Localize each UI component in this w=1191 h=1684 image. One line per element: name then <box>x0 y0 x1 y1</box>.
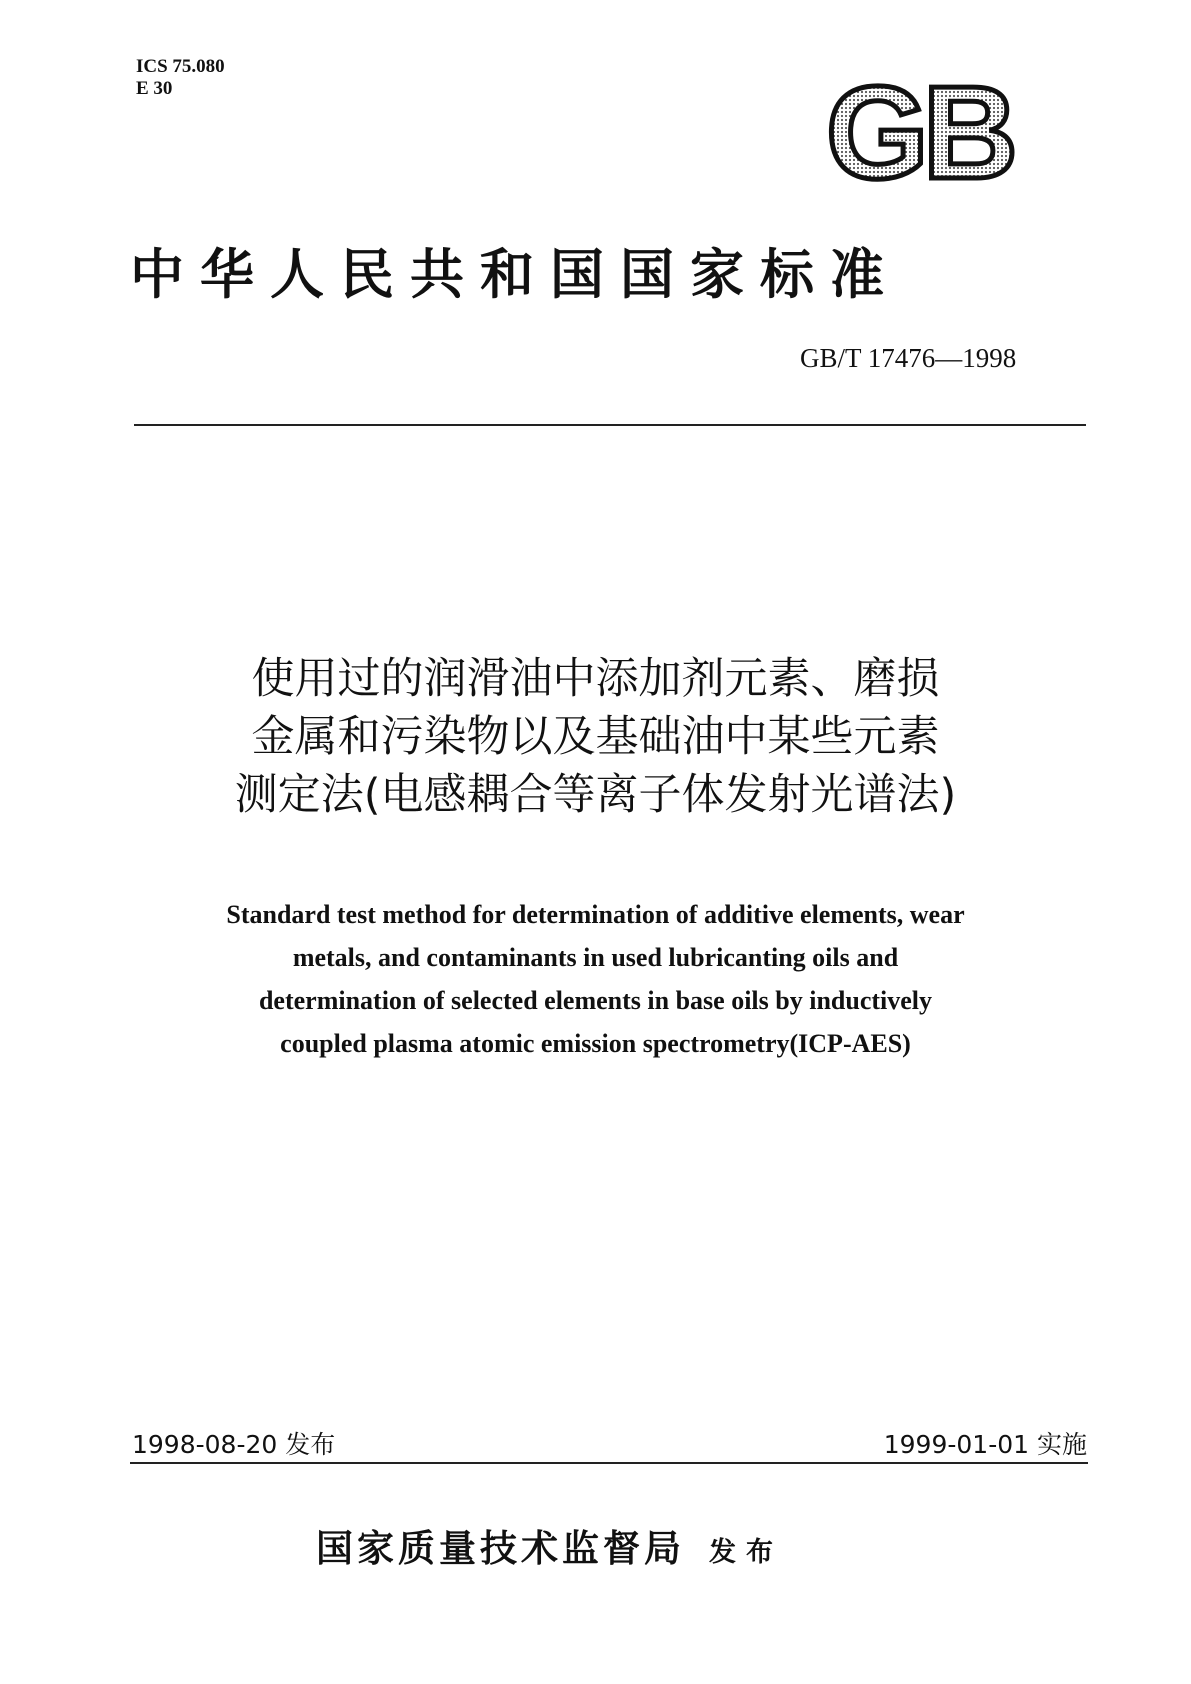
implementation-date: 1999-01-01 实施 <box>883 1430 1087 1459</box>
ics-code: ICS 75.080 <box>136 56 225 77</box>
english-title <box>100 893 1091 1065</box>
issue-date: 1998-08-20 发布 <box>132 1430 336 1459</box>
issuing-authority <box>316 1518 783 1572</box>
bottom-divider <box>130 1462 1088 1464</box>
chinese-title-line: 金属和污染物以及基础油中某些元素 <box>251 712 940 762</box>
gb-logo-text: GB <box>826 74 1012 188</box>
english-title-line: Standard test method for determination of additive elements, wear <box>226 900 965 929</box>
issuer-action: 发布 <box>709 1537 783 1568</box>
issuer-name: 国家质量技术监督局 <box>316 1526 685 1570</box>
standard-number: GB/T 17476—1998 <box>800 343 1017 373</box>
english-title-line: coupled plasma atomic emission spectrometry(ICP-AES) <box>280 1029 911 1058</box>
english-title-line: determination of selected elements in base oils by inductively <box>258 986 933 1015</box>
chinese-title <box>100 650 1091 824</box>
chinese-title-line: 测定法(电感耦合等离子体发射光谱法) <box>234 770 957 820</box>
top-divider <box>134 424 1086 426</box>
gb-logo <box>808 74 1030 188</box>
ccs-code: E 30 <box>136 78 173 99</box>
national-standard-title: 中华人民共和国国家标准 <box>130 242 900 306</box>
english-title-line: metals, and contaminants in used lubricanting oils and <box>292 943 899 972</box>
chinese-title-line: 使用过的润滑油中添加剂元素、磨损 <box>251 654 940 704</box>
classification-codes <box>136 56 225 100</box>
